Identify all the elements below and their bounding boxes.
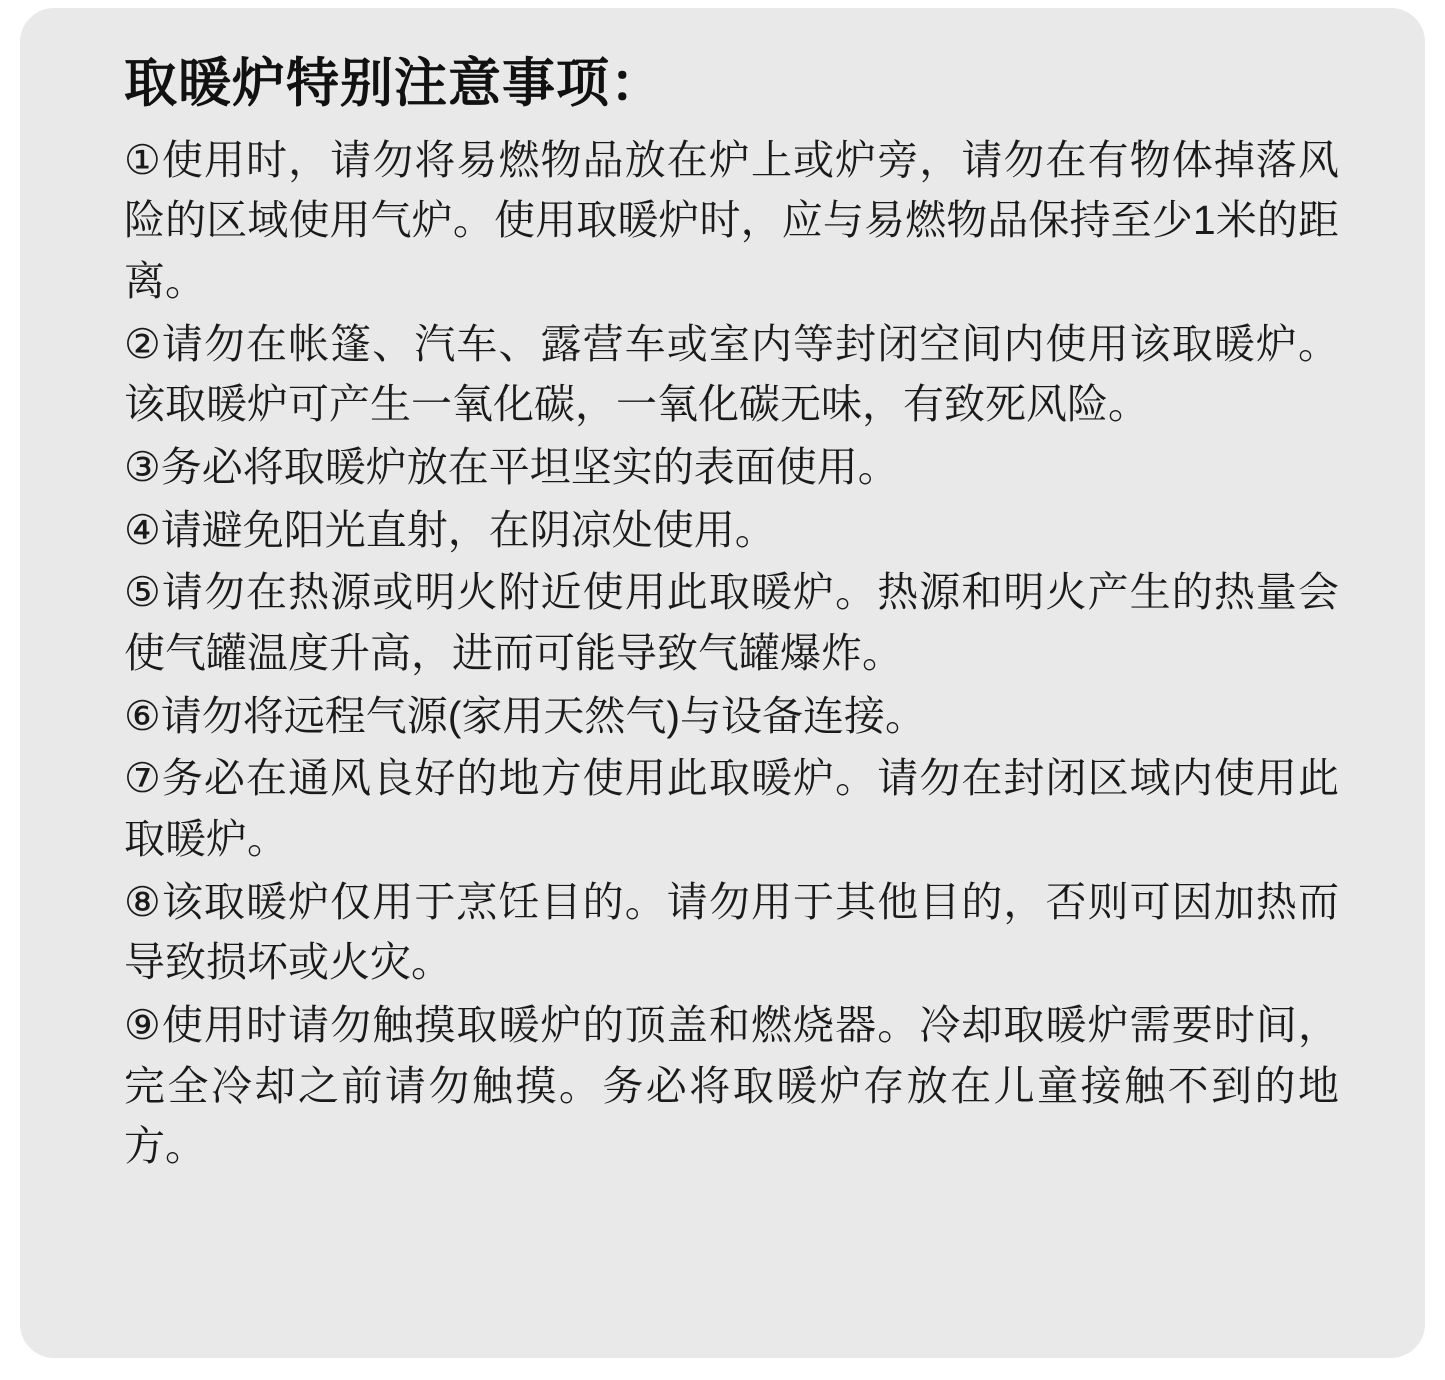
list-item: ⑦务必在通风良好的地方使用此取暖炉。请勿在封闭区域内使用此取暖炉。 — [124, 755, 1339, 862]
list-item: ⑨使用时请勿触摸取暖炉的顶盖和燃烧器。冷却取暖炉需要时间，完全冷却之前请勿触摸。务必将取暖炉存放在儿童接触不到的地方。 — [124, 1001, 1339, 1170]
list-item: ①使用时，请勿将易燃物品放在炉上或炉旁，请勿在有物体掉落风险的区域使用气炉。使用取暖炉时，应与易燃物品保持至少1米的距离。 — [124, 136, 1339, 304]
list-item: ⑤请勿在热源或明火附近使用此取暖炉。热源和明火产生的热量会使气罐温度升高，进而可能导致气罐爆炸。 — [124, 569, 1339, 676]
notice-card — [20, 8, 1425, 1358]
list-item: ③务必将取暖炉放在平坦坚实的表面使用。 — [124, 443, 899, 490]
list-item: ⑧该取暖炉仅用于烹饪目的。请勿用于其他目的，否则可因加热而导致损坏或火灾。 — [124, 878, 1339, 986]
list-item: ②请勿在帐篷、汽车、露营车或室内等封闭空间内使用该取暖炉。该取暖炉可产生一氧化碳，一氧化碳无味，有致死风险。 — [124, 320, 1339, 428]
page-title: 取暖炉特别注意事项： — [124, 54, 664, 113]
list-item: ④请避免阳光直射，在阴凉处使用。 — [124, 506, 776, 553]
list-item: ⑥请勿将远程气源(家用天然气)与设备连接。 — [124, 692, 927, 739]
notice-list — [124, 130, 1339, 1177]
